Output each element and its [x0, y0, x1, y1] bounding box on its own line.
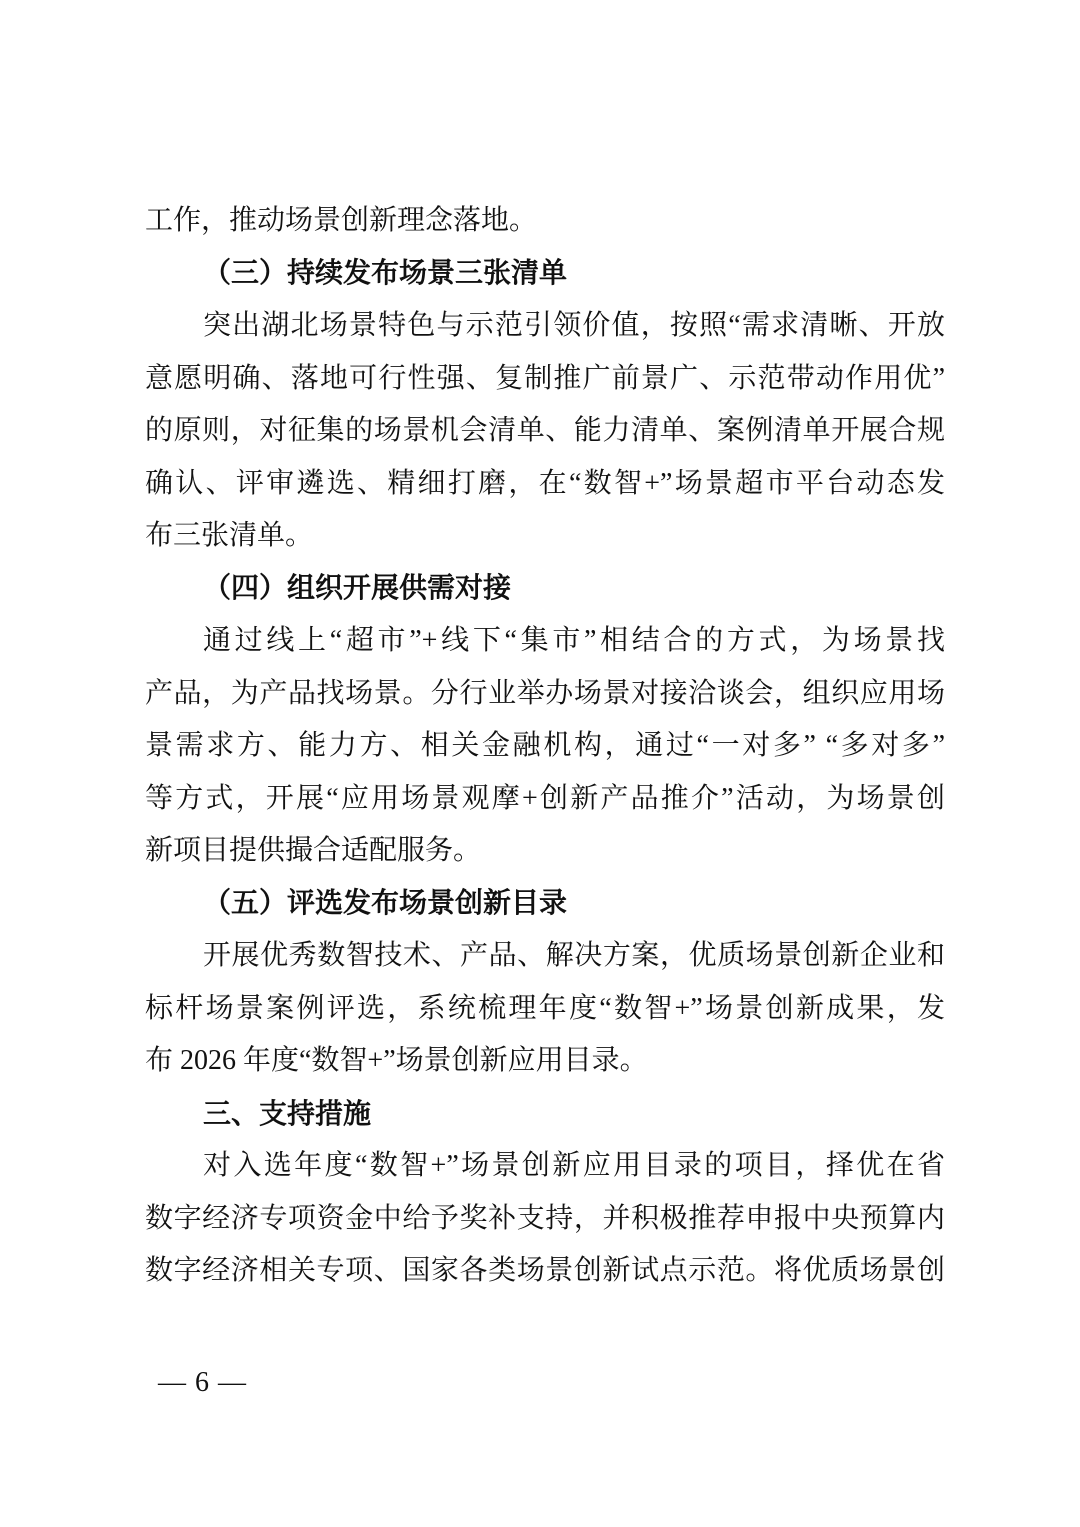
section-heading: （四）组织开展供需对接	[203, 572, 512, 604]
text-line: 等方式，开展“应用场景观摩+创新产品推介”活动，为场景创	[145, 782, 945, 814]
text-line: 的原则，对征集的场景机会清单、能力清单、案例清单开展合规	[145, 415, 945, 446]
text-line: 数字经济专项资金中给予奖补支持，并积极推荐申报中央预算内	[145, 1202, 945, 1234]
section-heading: （五）评选发布场景创新目录	[203, 887, 568, 919]
text-line: 通过线上“超市”+线下“集市”相结合的方式，为场景找	[203, 625, 945, 656]
text-line: 产品，为产品找场景。分行业举办场景对接洽谈会，组织应用场	[145, 677, 945, 709]
text-line: 标杆场景案例评选，系统梳理年度“数智+”场景创新成果，发	[145, 992, 945, 1024]
page-number: — 6 —	[158, 1367, 247, 1398]
document-body	[145, 195, 945, 1298]
text-line: 景需求方、能力方、相关金融机构，通过“一对多” “多对多”	[145, 730, 945, 761]
section-heading: 三、支持措施	[203, 1097, 372, 1129]
text-line: 新项目提供撮合适配服务。	[145, 835, 482, 866]
section-heading: （三）持续发布场景三张清单	[203, 257, 568, 289]
text-line: 数字经济相关专项、国家各类场景创新试点示范。将优质场景创	[145, 1255, 945, 1286]
text-line: 突出湖北场景特色与示范引领价值，按照“需求清晰、开放	[203, 310, 945, 341]
text-line: 对入选年度“数智+”场景创新应用目录的项目，择优在省	[203, 1150, 945, 1181]
text-line: 确认、评审遴选、精细打磨，在“数智+”场景超市平台动态发	[145, 467, 945, 499]
text-line: 工作，推动场景创新理念落地。	[145, 205, 538, 236]
text-line: 布 2026 年度“数智+”场景创新应用目录。	[145, 1045, 648, 1076]
text-line: 意愿明确、落地可行性强、复制推广前景广、示范带动作用优”	[145, 362, 945, 394]
text-line: 开展优秀数智技术、产品、解决方案，优质场景创新企业和	[203, 940, 945, 971]
text-line: 布三张清单。	[145, 520, 314, 551]
